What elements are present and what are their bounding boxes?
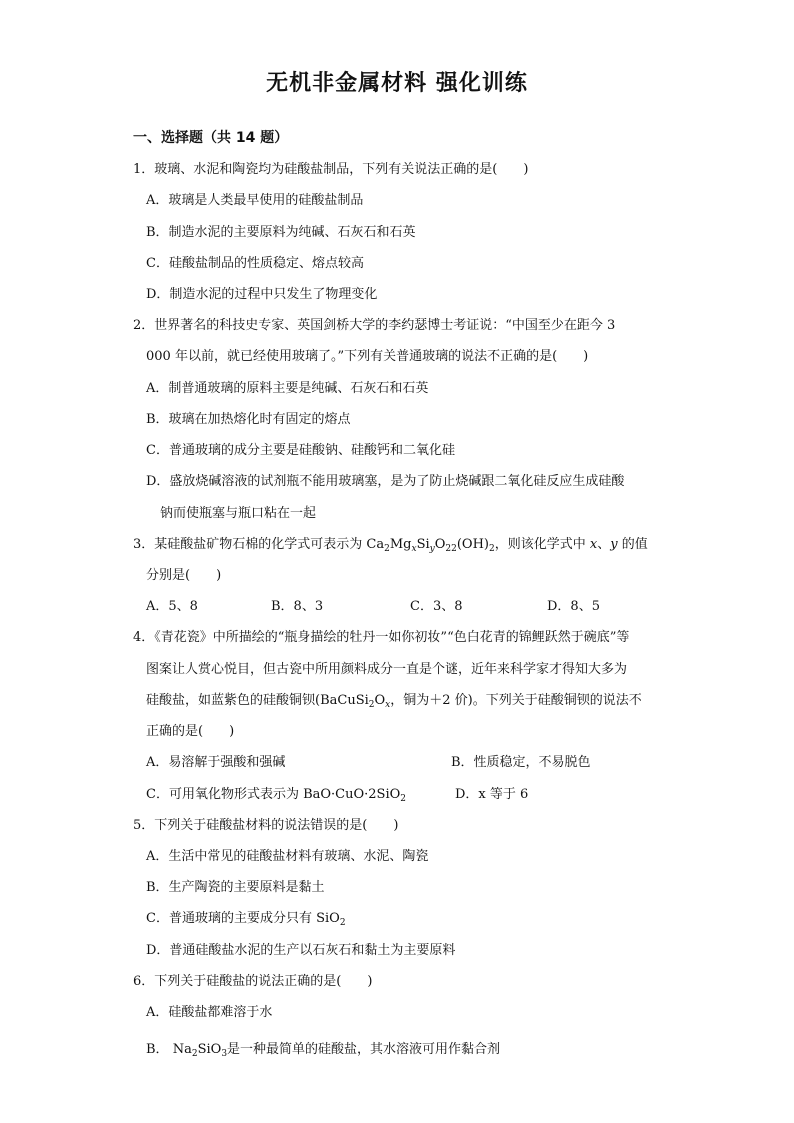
question-6-stem: 6．下列关于硅酸盐的说法正确的是( )	[133, 974, 373, 989]
question-6-option-a[interactable]: A．硅酸盐都难溶于水	[146, 1005, 273, 1020]
question-1-stem: 1．玻璃、水泥和陶瓷均为硅酸盐制品，下列有关说法正确的是( )	[133, 162, 529, 177]
question-3-option-d[interactable]: D．8、5	[547, 599, 600, 614]
question-1-option-a[interactable]: A．玻璃是人类最早使用的硅酸盐制品	[146, 193, 364, 208]
section-heading: 一、选择题（共 14 题）	[133, 130, 289, 146]
formula-sub: x	[385, 700, 391, 710]
question-1-option-d[interactable]: D．制造水泥的过程中只发生了物理变化	[146, 287, 378, 302]
question-4-option-c-text: C．可用氧化物形式表示为 BaO·CuO·2SiO	[146, 787, 401, 802]
question-1-option-b[interactable]: B．制造水泥的主要原料为纯碱、石灰石和石英	[146, 225, 416, 240]
formula-sub: 2	[489, 544, 495, 554]
formula-sub: x	[411, 544, 417, 554]
question-3-option-a[interactable]: A．5、8	[146, 599, 198, 614]
question-4-option-b[interactable]: B．性质稳定，不易脱色	[451, 755, 591, 770]
question-5-option-c[interactable]	[146, 910, 346, 928]
question-2-option-a[interactable]: A．制普通玻璃的原料主要是纯碱、石灰石和石英	[146, 381, 429, 396]
question-4-stem-line2: 图案让人赏心悦目，但古瓷中所用颜料成分一直是个谜，近年来科学家才得知大多为	[146, 662, 628, 677]
question-3-stem-line1	[133, 536, 648, 554]
question-2-option-d-cont: 钠而使瓶塞与瓶口粘在一起	[160, 506, 317, 521]
question-1-option-c[interactable]: C．硅酸盐制品的性质稳定、熔点较高	[146, 256, 364, 271]
question-3-stem-mid: ，则该化学式中	[494, 537, 586, 552]
formula-sub: 2	[400, 794, 407, 804]
question-2-option-d[interactable]: D．盛放烧碱溶液的试剂瓶不能用玻璃塞，是为了防止烧碱跟二氧化硅反应生成硅酸	[146, 474, 625, 489]
question-6-option-b[interactable]	[146, 1041, 500, 1059]
question-3-option-c[interactable]: C．3、8	[410, 599, 463, 614]
question-6-option-b-text: 是一种最简单的硅酸盐，其水溶液可用作黏合剂	[227, 1042, 501, 1057]
formula-sub: 2	[339, 918, 346, 928]
formula-sub: 22	[445, 544, 457, 554]
separator: 、	[597, 537, 611, 552]
question-5-stem: 5．下列关于硅酸盐材料的说法错误的是( )	[133, 818, 399, 833]
question-3-option-b[interactable]: B．8、3	[271, 599, 324, 614]
variable-y: y	[610, 537, 618, 552]
question-2-option-b[interactable]: B．玻璃在加热熔化时有固定的熔点	[146, 412, 351, 427]
question-5-option-c-text: C．普通玻璃的主要成分只有 SiO	[146, 911, 340, 926]
question-4-stem-line1: 4．《青花瓷》中所描绘的“瓶身描绘的牡丹一如你初妆”“色白花青的锦鲤跃然于碗底”等	[133, 630, 630, 645]
formula-part: Si	[416, 537, 430, 552]
question-2-option-c[interactable]: C．普通玻璃的成分主要是硅酸钠、硅酸钙和二氧化硅	[146, 443, 455, 458]
question-5-option-a[interactable]: A．生活中常见的硅酸盐材料有玻璃、水泥、陶瓷	[146, 849, 429, 864]
formula-sub: 3	[221, 1049, 228, 1059]
formula-sub: 2	[191, 1049, 198, 1059]
question-5-option-d[interactable]: D．普通硅酸盐水泥的生产以石灰石和黏土为主要原料	[146, 943, 456, 958]
question-4-stem3-pre: 硅酸盐，如蓝紫色的硅酸铜钡(BaCuSi	[146, 693, 369, 708]
formula-sub: 2	[384, 544, 390, 554]
question-3-stem-end: 的值	[621, 537, 648, 552]
question-2-stem-line2: 000 年以前，就已经使用玻璃了。”下列有关普通玻璃的说法不正确的是( )	[146, 349, 589, 364]
question-4-option-a[interactable]: A．易溶解于强酸和强碱	[146, 755, 286, 770]
page-title: 无机非金属材料 强化训练	[266, 71, 528, 96]
question-2-stem-line1: 2．世界著名的科技史专家、英国剑桥大学的李约瑟博士考证说：“中国至少在距今 3	[133, 318, 616, 333]
variable-x: x	[589, 537, 598, 552]
formula-part: Mg	[389, 537, 412, 552]
question-4-option-c[interactable]	[146, 786, 406, 804]
question-4-option-d[interactable]: D．x 等于 6	[455, 787, 529, 802]
formula-sub: y	[429, 544, 435, 554]
formula-part: Na	[172, 1042, 192, 1057]
formula-part: O	[374, 693, 386, 708]
question-4-stem3-post: ，铜为＋2 价)。下列关于硅酸铜钡的说法不	[390, 693, 642, 708]
question-5-option-b[interactable]: B．生产陶瓷的主要原料是黏土	[146, 880, 325, 895]
question-4-stem-line3	[146, 692, 642, 710]
formula-part: (OH)	[456, 537, 489, 552]
formula-part: O	[434, 537, 446, 552]
question-4-stem-line4: 正确的是( )	[146, 724, 235, 739]
formula-sub: 2	[368, 700, 375, 710]
question-3-stem-pre: 3．某硅酸盐矿物石棉的化学式可表示为 Ca	[133, 537, 385, 552]
question-6-option-b-label: B．	[146, 1042, 169, 1057]
formula-part: SiO	[197, 1042, 222, 1057]
question-3-stem-line2: 分别是( )	[146, 568, 222, 583]
